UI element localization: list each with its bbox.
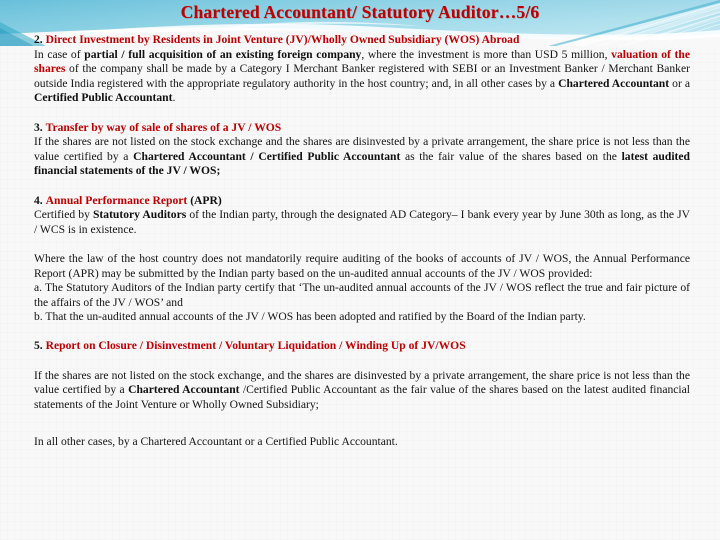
run-text: /Certified Public Accountant as the fair value of the shares based on the latest audited financial statements of the Joint Venture or Wholly Owned Subsidiary; [34, 383, 691, 411]
section-number-4: 4. [34, 193, 43, 207]
run-text: If the shares are not listed on the stock exchange, and the shares are disinvested by a private arrangement, the share price is not less than the value certified by a [34, 368, 690, 397]
section-heading-5 [34, 339, 690, 354]
spacer [34, 325, 690, 340]
section-title-4-suffix: (APR) [187, 193, 222, 207]
section-title-4: Annual Performance Report [45, 193, 188, 207]
spacer [34, 427, 690, 435]
page-title: Chartered Accountant/ Statutory Auditor…5/6 [180, 2, 540, 22]
spacer [34, 179, 690, 194]
section-paragraph-3-1 [34, 135, 690, 179]
run-bold: latest audited financial statements of the JV / WOS; [34, 149, 690, 178]
run-bold: partial / full acquisition of an existing foreign company [84, 47, 362, 61]
section-heading-4 [34, 194, 690, 209]
run-text: In case of [34, 47, 85, 61]
run-bold: Certified Public Accountant [34, 91, 173, 105]
run-text: If the shares are not listed on the stock exchange and the shares are disinvested by a private arrangement, the share price is not less than the value certified by a [34, 135, 690, 163]
section-heading-2 [34, 33, 690, 48]
section-title-5: Report on Closure / Disinvestment / Voluntary Liquidation / Winding Up of JV/WOS [45, 339, 466, 353]
section-number-5: 5. [34, 339, 43, 353]
run-bold: Chartered Accountant [128, 383, 240, 397]
section-title-2: Direct Investment by Residents in Joint Venture (JV)/Wholly Owned Subsidiary (WOS) Abroad [45, 33, 520, 46]
section-paragraph-2-1 [34, 48, 690, 106]
run-bold: Chartered Accountant [558, 76, 670, 90]
spacer [34, 412, 690, 427]
section-number-3: 3. [34, 120, 43, 134]
run-accent: valuation of the shares [34, 47, 690, 76]
run-text: . [172, 91, 176, 105]
section-paragraph-4-3: a. The Statutory Auditors of the Indian party certify that ‘The un-audited annual accounts of the JV / WOS reflect the true and fair picture of the affairs of the JV / WOS’ and [34, 281, 690, 309]
slide-body [34, 33, 690, 450]
run-bold: Statutory Auditors [92, 208, 187, 222]
section-title-3: Transfer by way of sale of shares of a JV / WOS [45, 120, 282, 134]
run-text: as the fair value of the shares based on the [400, 149, 622, 163]
spacer [34, 237, 690, 252]
section-paragraph-4-4: b. That the un-audited annual accounts of the JV / WOS has been adopted and ratified by the Board of the Indian party. [34, 310, 586, 324]
spacer [34, 354, 690, 369]
section-paragraph-4-2: Where the law of the host country does not mandatorily require auditing of the books of accounts of JV / WOS, the Annual Performance Report (APR) may be submitted by the Indian party based on the un-audited annual accounts of the JV / WOS provided: [34, 251, 690, 280]
spacer [34, 106, 690, 121]
section-paragraph-5-2: In all other cases, by a Chartered Accountant or a Certified Public Accountant. [34, 435, 398, 449]
run-text: of the Indian party, through the designated AD Category– I bank every year by June 30th as long, as the JV / WCS is in existence. [34, 208, 690, 236]
section-paragraph-5-1 [34, 369, 690, 413]
section-number-2: 2. [34, 33, 43, 46]
run-text: Certified by [34, 208, 93, 222]
run-text: or a [669, 76, 690, 90]
section-heading-3 [34, 121, 690, 136]
run-bold: Chartered Accountant / Certified Public Accountant [133, 149, 401, 163]
run-text: , where the investment is more than USD 5 million, [361, 47, 612, 61]
section-paragraph-4-1 [34, 208, 690, 237]
run-text: of the company shall be made by a Category I Merchant Banker registered with SEBI or an Investment Banker / Merchant Banker outside India registered with the appropriate regulatory authority in the host country; and, in all other cases by a [34, 62, 690, 90]
